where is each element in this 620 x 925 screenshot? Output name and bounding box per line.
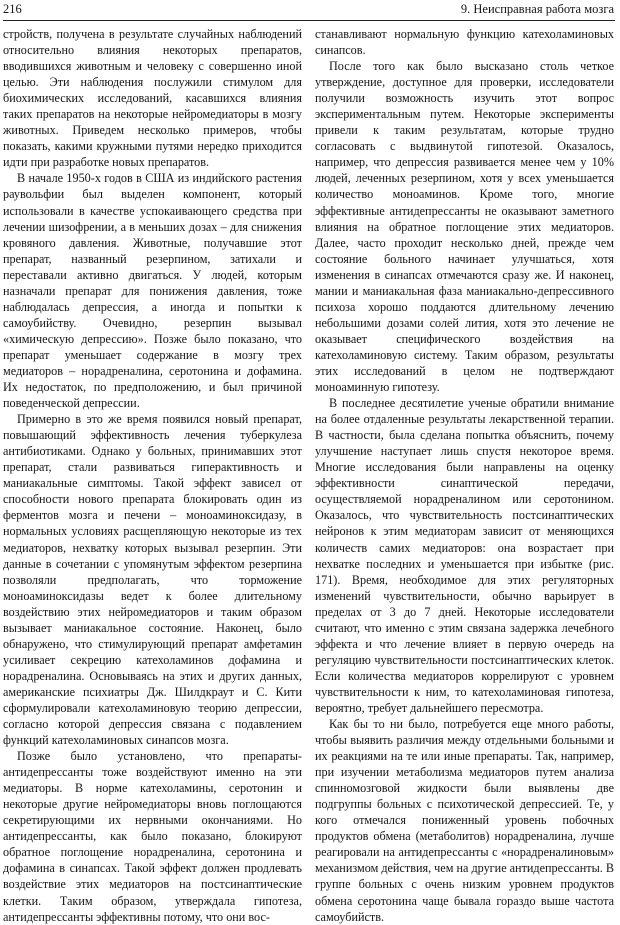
running-title: 9. Неисправная работа мозга (460, 2, 614, 16)
paragraph: Примерно в это же время появился новый препарат, повышающий эффективность лечения туберкулеза антибиотиками. Однако у больных, принимавших этот препарат, стали развиваться гиперактивность и маниакальные симптомы. Такой эффект зависел от способности нового препарата блокировать один из ферментов мозга и печени – моноаминоксидазу, в нормальных условиях расщепляющую некоторые из тех медиаторов, нехватку которых вызывал резерпин. Эти данные в сочетании с упомянутым эффектом резерпина позволяли предполагать, что торможение моноаминоксидазы ведет к более длительному воздействию этих нейромедиаторов и таким образом вызывает маниакальное состояние. Наконец, было обнаружено, что стимулирующий препарат амфетамин усиливает секрецию катехоламинов дофамина и норадреналина. Основываясь на этих и других данных, американские психиатры Дж. Шилдкраут и С. Кити сформулировали катехоламиновую теорию депрессии, согласно которой депрессия связана с подавлением функций катехоламиновых синапсов мозга. (3, 412, 302, 748)
header-rule (3, 20, 615, 21)
paragraph: станавливают нормальную функцию катехоламиновых синапсов. (315, 27, 614, 58)
page-number: 216 (3, 2, 22, 16)
paragraph: После того как было высказано столь четкое утверждение, доступное для проверки, исследователи получили возможность изучить этот вопрос экспериментальным путем. Некоторые эксперименты привели к таким результатам, которые трудно согласовать с выдвинутой гипотезой. Оказалось, например, что депрессия развивается менее чем у 10% людей, леченных резерпином, хотя у всех уменьшается количество моноаминов. Кроме того, многие эффективные антидепрессанты не оказывают заметного влияния на обратное поглощение этих медиаторов. Далее, часто проходит несколько дней, прежде чем состояние больного начинает улучшаться, хотя изменения в синапсах отмечаются сразу же. И наконец, мании и маниакальная фаза маниакально-депрессивного психоза хорошо поддаются длительному лечению небольшими дозами солей лития, хотя это лечение не оказывает специфического воздействия на катехоламиновую систему. Таким образом, результаты этих исследований в целом не подтверждают моноаминную гипотезу. (315, 59, 614, 395)
paragraph: Позже было установлено, что препараты-антидепрессанты тоже воздействуют именно на эти медиаторы. В норме катехоламины, серотонин и некоторые другие нейромедиаторы вновь поглощаются секретирующими их нервными окончаниями. Но антидепрессанты, как было показано, блокируют обратное поглощение норадреналина, серотонина и дофамина в синапсах. Такой эффект должен продлевать воздействие этих медиаторов на постсинаптические клетки. Таким образом, утверждала гипотеза, антидепрессанты эффективны потому, что они вос- (3, 749, 302, 924)
paragraph: Как бы то ни было, потребуется еще много работы, чтобы выявить различия между отдельными больными и их реакциями на те или иные препараты. Так, например, при изучении метаболизма медиаторов путем анализа спинномозговой жидкости были выявлены две подгруппы больных с психотической депрессией. Те, у кого отмечался пониженный уровень побочных продуктов обмена (метаболитов) норадреналина, лучше реагировали на антидепрессанты с «норадреналиновым» механизмом действия, чем на другие антидепрессанты. В группе больных с очень низким уровнем продуктов обмена серотонина чаще бывала гораздо выше частота самоубийств. (315, 717, 615, 924)
paragraph: стройств, получена в результате случайных наблюдений относительно влияния некоторых препаратов, вводившихся животным и человеку с совершенно иной целью. Эти наблюдения послужили стимулом для биохимических исследований, касавшихся влияния таких препаратов на некоторые нейромедиаторы в мозгу животных. Приведем несколько примеров, чтобы показать, какими кружными путями нередко приходится идти при разработке новых препаратов. (3, 27, 302, 170)
right-column (315, 26, 614, 925)
paragraph: В начале 1950-х годов в США из индийского растения раувольфии был выделен компонент, который использовали в качестве успокаивающего средства при лечении шизофрении, а в меньших дозах – для снижения кровяного давления. Животные, получавшие этот препарат, названный резерпином, затихали и переставали активно двигаться. У людей, которым назначали препарат для понижения давления, тоже наблюдалась депрессия, а иногда и попытки к самоубийству. Очевидно, резерпин вызывал «химическую депрессию». Позже было показано, что препарат уменьшает содержание в мозгу трех медиаторов – норадреналина, серотонина и дофамина. Их недостаток, по предположению, и был причиной поведенческой депрессии. (3, 171, 302, 411)
paragraph: В последнее десятилетие ученые обратили внимание на более отдаленные результаты лекарственной терапии. В частности, была сделана попытка объяснить, почему улучшение наступает лишь спустя некоторое время. Многие исследования были направлены на оценку эффективности синаптической передачи, осуществляемой норадреналином или серотонином. Оказалось, что чувствительность постсинаптических нейронов к этим медиаторам зависит от меняющихся количеств самих медиаторов: она возрастает при нехватке последних и уменьшается при избытке (рис. 171). Время, необходимое для этих регуляторных изменений чувствительности, обычно варьирует в пределах от 3 до 7 дней. Некоторые исследователи считают, что именно с этим связана задержка лечебного эффекта и что лечение влияет в первую очередь на регуляцию чувствительности постсинаптических клеток. Если количества медиаторов коррелируют с уровнем чувствительности к ним, то катехоламиновая гипотеза, вероятно, требует дальнейшего пересмотра. (315, 396, 614, 715)
left-column (3, 26, 302, 925)
